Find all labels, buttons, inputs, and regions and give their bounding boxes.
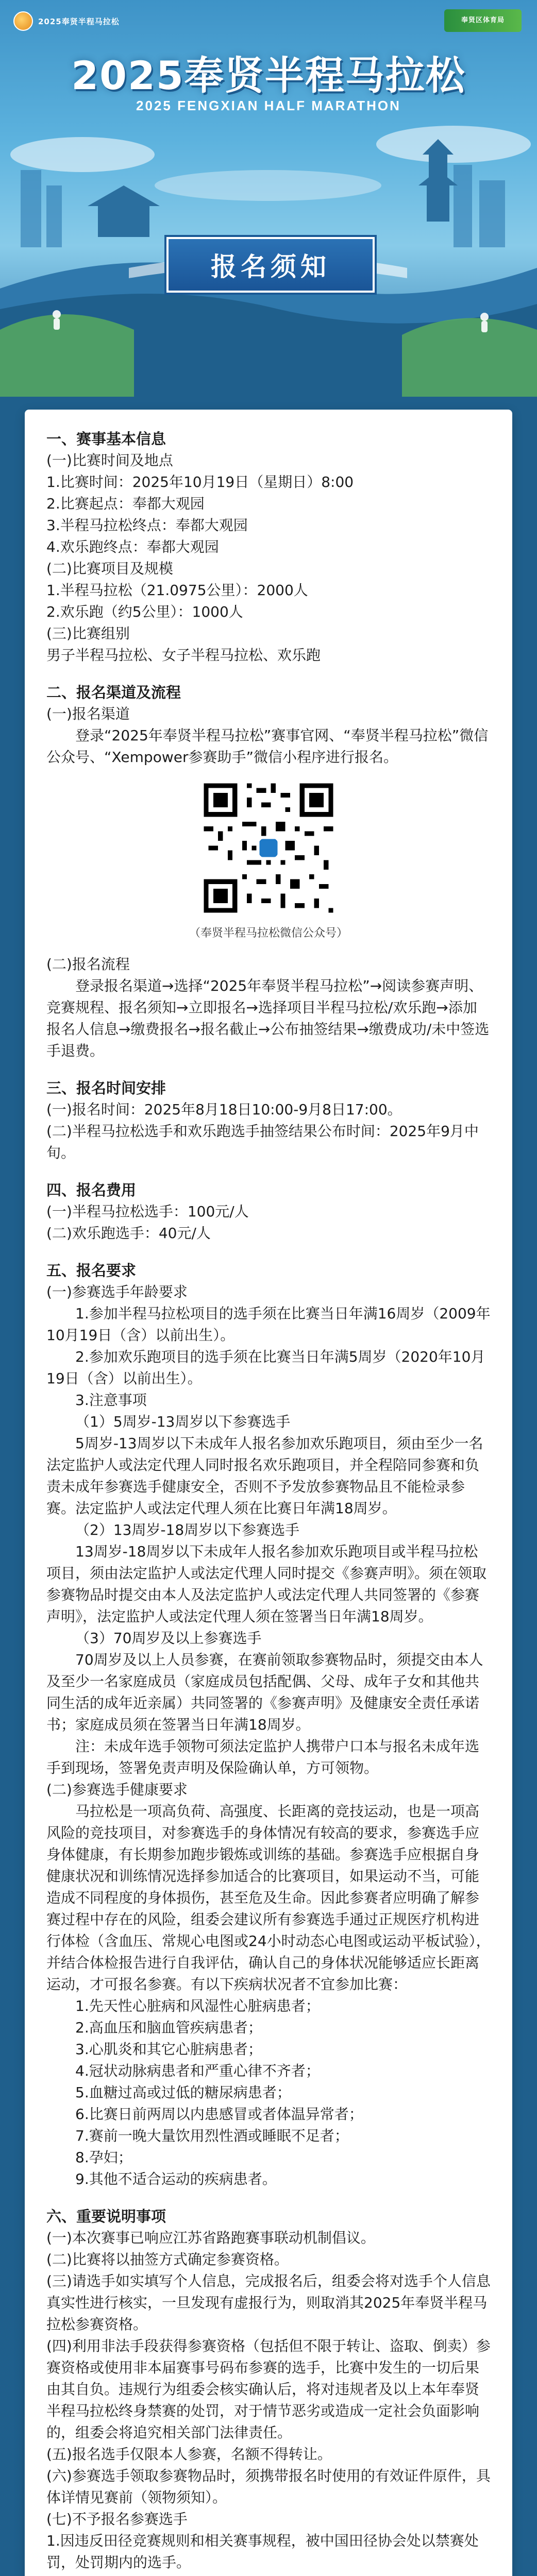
line: 4.欢乐跑终点：奉都大观园 bbox=[46, 538, 219, 555]
paragraph: 登录报名渠道→选择“2025年奉贤半程马拉松”→阅读参赛声明、竞赛规程、报名须知→立即报名→选择项目半程马拉松/欢乐跑→添加报名人信息→缴费报名→报名截止→公布抽签结果→缴费成功/未中签选手退费。 bbox=[46, 977, 490, 1059]
line: (二)比赛项目及规模 bbox=[46, 560, 173, 577]
paragraph: 注：未成年选手领物可须法定监护人携带户口本与报名未成年选手到现场，签署免责声明及保险确认单，方可领物。 bbox=[46, 1738, 480, 1776]
line: (一)报名渠道 bbox=[46, 705, 130, 722]
line: 2.比赛起点：奉都大观园 bbox=[46, 495, 205, 512]
line: 1.因违反田径竞赛规则和相关赛事规程，被中国田径协会处以禁赛处罚，处罚期内的选手。 bbox=[46, 2532, 479, 2571]
list-item: 1.先天性心脏病和风湿性心脏病患者； bbox=[75, 1997, 320, 2014]
line: 1.半程马拉松（21.0975公里）：2000人 bbox=[46, 582, 308, 599]
list-item: 5.血糖过高或过低的糖尿病患者； bbox=[75, 2084, 291, 2101]
paragraph: 1.参加半程马拉松项目的选手须在比赛当日年满16周岁（2009年10月19日（含）以前出生）。 bbox=[46, 1305, 491, 1344]
section-title-schedule: 三、报名时间安排 bbox=[46, 1079, 166, 1097]
page-title: 报名须知 bbox=[211, 252, 330, 282]
line: (一)比赛时间及地点 bbox=[46, 452, 173, 469]
paragraph: 13周岁-18周岁以下未成年人报名参加欢乐跑项目或半程马拉松项目，须由法定监护人或法定代理人同时提交《参赛声明》。须在领取参赛物品时提交由本人及法定监护人或法定代理人共同签署的《参赛声明》，法定监护人或法定代理人须在签署当日年满18周岁。 bbox=[46, 1543, 487, 1625]
line: (一)报名时间：2025年8月18日10:00-9月8日17:00。 bbox=[46, 1101, 402, 1118]
line: (二)参赛选手健康要求 bbox=[46, 1781, 188, 1798]
paragraph: （3）70周岁及以上参赛选手 bbox=[75, 1630, 262, 1647]
list-item: 3.心肌炎和其它心脏病患者； bbox=[75, 2041, 262, 2058]
section-title-fees: 四、报名费用 bbox=[46, 1181, 137, 1199]
line: (一)参赛选手年龄要求 bbox=[46, 1283, 188, 1300]
list-item: 4.冠状动脉病患者和严重心律不齐者； bbox=[75, 2062, 320, 2079]
org-logo-icon bbox=[13, 11, 33, 31]
section-title-important-notes: 六、重要说明事项 bbox=[46, 2208, 166, 2225]
line: (二)半程马拉松选手和欢乐跑选手抽签结果公布时间：2025年9月中旬。 bbox=[46, 1123, 479, 1161]
line: 2.欢乐跑（约5公里）：1000人 bbox=[46, 603, 243, 620]
section-title-requirements: 五、报名要求 bbox=[46, 1262, 137, 1279]
line: (二)比赛将以抽签方式确定参赛资格。 bbox=[46, 2251, 289, 2268]
line: (三)比赛组别 bbox=[46, 625, 130, 642]
line: (六)参赛选手领取参赛物品时，须携带报名时使用的有效证件原件，具体详情见赛前（领物须知）。 bbox=[46, 2467, 491, 2506]
list-item: 8.孕妇； bbox=[75, 2149, 132, 2166]
paragraph: （2）13周岁-18周岁以下参赛选手 bbox=[75, 1521, 300, 1538]
qr-code-icon[interactable] bbox=[199, 778, 338, 918]
notice-card bbox=[25, 410, 512, 2576]
qr-caption: （奉贤半程马拉松微信公众号） bbox=[189, 927, 348, 940]
line: (七)不予报名参赛选手 bbox=[46, 2511, 188, 2528]
line: (五)报名选手仅限本人参赛，名额不得转让。 bbox=[46, 2446, 332, 2463]
section-title-basic-info: 一、赛事基本信息 bbox=[46, 430, 166, 448]
line: (二)欢乐跑选手：40元/人 bbox=[46, 1225, 211, 1242]
line: (三)请选手如实填写个人信息，完成报名后，组委会将对选手个人信息真实性进行核实，一旦发现有虚报行为，则取消其2025年奉贤半程马拉松参赛资格。 bbox=[46, 2273, 491, 2333]
line: (二)报名流程 bbox=[46, 956, 130, 973]
page-title-banner bbox=[166, 237, 375, 293]
paragraph: 70周岁及以上人员参赛，在赛前领取参赛物品时，须提交由本人及至少一名家庭成员（家庭成员包括配偶、父母、成年子女和其他共同生活的成年近亲属）共同签署的《参赛声明》及健康安全责任承诺书；家庭成员须在签署当日年满18周岁。 bbox=[46, 1651, 483, 1733]
line: 1.比赛时间：2025年10月19日（星期日）8:00 bbox=[46, 473, 354, 490]
list-item: 7.赛前一晚大量饮用烈性酒或睡眠不足者； bbox=[75, 2127, 349, 2144]
paragraph: 登录“2025年奉贤半程马拉松”赛事官网、“奉贤半程马拉松”微信公众号、“Xempower参赛助手”微信小程序进行报名。 bbox=[46, 727, 489, 766]
list-item: 6.比赛日前两周以内患感冒或者体温异常者； bbox=[75, 2106, 363, 2123]
event-subtitle: 2025 FENGXIAN HALF MARATHON bbox=[136, 98, 401, 113]
line bbox=[46, 2573, 491, 2576]
event-title: 2025奉贤半程马拉松 bbox=[71, 53, 466, 98]
sponsor-logo: 奉贤区体育局 bbox=[444, 9, 522, 32]
qr-block bbox=[46, 778, 491, 944]
line: (一)本次赛事已响应江苏省路跑赛事联动机制倡议。 bbox=[46, 2229, 375, 2246]
section-title-registration: 二、报名渠道及流程 bbox=[46, 684, 181, 701]
paragraph: （1）5周岁-13周岁以下参赛选手 bbox=[75, 1413, 291, 1430]
list-item: 2.高血压和脑血管疾病患者； bbox=[75, 2019, 262, 2036]
paragraph: 马拉松是一项高负荷、高强度、长距离的竞技运动，也是一项高风险的竞技项目，对参赛选手的身体情况有较高的要求，参赛选手应身体健康，有长期参加跑步锻炼或训练的基础。参赛选手应根据自身健康状况和训练情况选择参加适合的比赛项目，如果运动不当，可能造成不同程度的身体损伤，甚至危及生命。因此参赛者应明确了解参赛过程中存在的风险，组委会建议所有参赛选手通过正规医疗机构进行体检（含血压、常规心电图或24小时动态心电图或运动平板试验），并结合体检报告进行自我评估，确认自己的身体状况能够适应长距离运动，才可报名参赛。有以下疾病状况者不宜参加比赛： bbox=[46, 1803, 491, 1993]
line: (四)利用非法手段获得参赛资格（包括但不限于转让、盗取、倒卖）参赛资格或使用非本届赛事号码布参赛的选手，比赛中发生的一切后果由其自负。违规行为组委会核实确认后，将对违规者及以上本年奉贤半程马拉松终身禁赛的处罚，对于情节恶劣或造成一定社会负面影响的，组委会将追究相关部门法律责任。 bbox=[46, 2337, 491, 2441]
line: (一)半程马拉松选手：100元/人 bbox=[46, 1203, 249, 1220]
org-logo bbox=[13, 11, 120, 31]
org-label: 2025奉贤半程马拉松 bbox=[38, 16, 120, 26]
line: 3.半程马拉松终点：奉都大观园 bbox=[46, 517, 248, 534]
paragraph: 5周岁-13周岁以下未成年人报名参加欢乐跑项目，须由至少一名法定监护人或法定代理人同时报名欢乐跑项目，并全程陪同参赛和负责未成年参赛选手健康安全，否则不予发放参赛物品且不能检录参赛。法定监护人或法定代理人须在比赛日年满18周岁。 bbox=[46, 1435, 483, 1517]
paragraph: 2.参加欢乐跑项目的选手须在比赛当日年满5周岁（2020年10月19日（含）以前出生）。 bbox=[46, 1348, 485, 1387]
paragraph: 3.注意事项 bbox=[75, 1392, 147, 1409]
list-item: 9.其他不适合运动的疾病患者。 bbox=[75, 2171, 277, 2188]
hero-banner bbox=[0, 0, 537, 397]
line: 男子半程马拉松、女子半程马拉松、欢乐跑 bbox=[46, 647, 321, 664]
